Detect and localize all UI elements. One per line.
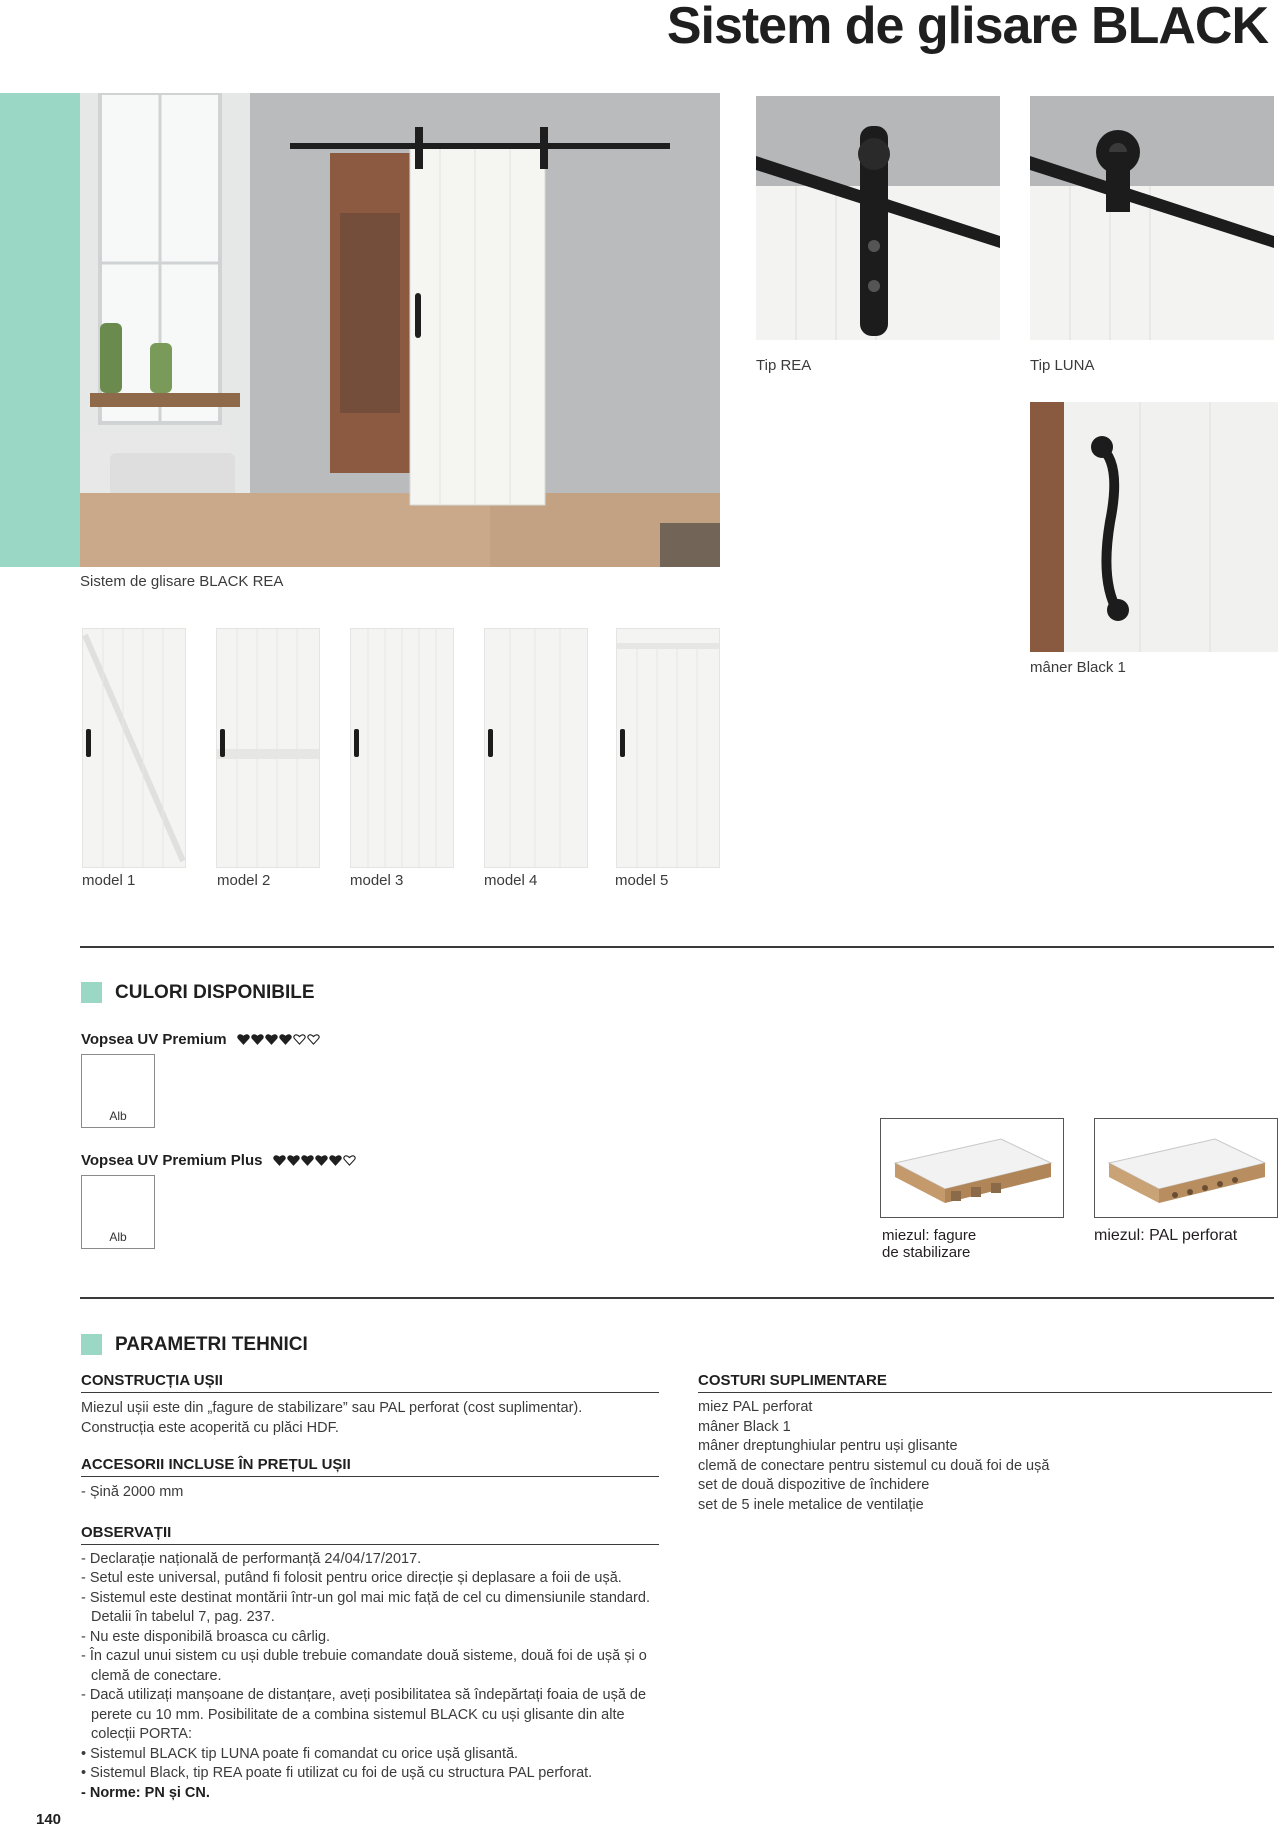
list-item: mâner dreptunghiular pentru uși glisante xyxy=(698,1438,958,1454)
list-item: clemă de conectare pentru sistemul cu două foi de ușă xyxy=(698,1457,1050,1474)
list-item: - Sistemul este destinat montării într-un gol mai mic față de cel cu dimensiunile standard. Detalii în tabelul 7, pag. 237. xyxy=(81,1589,650,1625)
list-item: - În cazul unui sistem cu uși duble trebuie comandate două sisteme, două foi de ușă și o clemă de conectare. xyxy=(81,1648,647,1684)
model-2-image xyxy=(216,628,320,868)
heart-filled-icon xyxy=(279,1034,292,1045)
finish-name: Vopsea UV Premium xyxy=(81,1031,227,1048)
rating-hearts xyxy=(237,1031,321,1048)
list-item: - Dacă utilizați manșoane de distanțare, aveți posibilitatea să îndepărtați foaia de ușă de perete cu 10 mm. Posibilitate de a combina sistemul BLACK cu uși glisante din alte colecții PORTA: xyxy=(81,1687,647,1742)
swatch-label: Alb xyxy=(109,1109,127,1123)
heart-filled-icon xyxy=(301,1155,314,1166)
model-2-caption: model 2 xyxy=(217,872,271,889)
model-1-caption: model 1 xyxy=(82,872,136,889)
list-item: - Șină 2000 mm xyxy=(81,1484,184,1500)
heart-outline-icon xyxy=(293,1034,306,1045)
model-4-image xyxy=(484,628,588,868)
core-pal-caption xyxy=(1094,1227,1237,1244)
color-swatch-alb[interactable] xyxy=(81,1175,155,1249)
heart-filled-icon xyxy=(315,1155,328,1166)
list-item: - Declarație națională de performanță 24/04/17/2017. xyxy=(81,1550,422,1567)
swatch-label: Alb xyxy=(109,1230,127,1244)
list-item: • Sistemul Black, tip REA poate fi utilizat cu foi de ușă cu structura PAL perforat. xyxy=(81,1765,593,1781)
model-5-caption: model 5 xyxy=(615,872,669,889)
tech-right-column xyxy=(698,1371,1272,1515)
page-title: Sistem de glisare BLACK xyxy=(666,0,1268,55)
construction-title: CONSTRUCȚIA UȘII xyxy=(81,1372,223,1389)
tech-section-title: PARAMETRI TEHNICI xyxy=(115,1334,308,1355)
section-divider-middle xyxy=(80,1297,1274,1299)
core-caption-line2: de stabilizare xyxy=(882,1244,971,1261)
hardware-luna-photo xyxy=(1030,96,1274,340)
extra-costs-title: COSTURI SUPLIMENTARE xyxy=(698,1372,887,1389)
hardware-luna-caption: Tip LUNA xyxy=(1030,357,1095,374)
extra-costs-list xyxy=(698,1398,1272,1515)
core-caption-line1: miezul: PAL perforat xyxy=(1094,1227,1238,1244)
list-item: set de două dispozitive de închidere xyxy=(698,1477,930,1493)
accessories-title: ACCESORII INCLUSE ÎN PREȚUL UȘII xyxy=(81,1456,351,1473)
section-marker xyxy=(81,982,102,1003)
notes-title: OBSERVAȚII xyxy=(81,1523,172,1541)
norms-text: - Norme: PN și CN. xyxy=(81,1784,210,1801)
core-caption-line1: miezul: fagure xyxy=(882,1227,977,1244)
accessories-list xyxy=(81,1483,659,1503)
page-number: 140 xyxy=(36,1811,62,1828)
finish-name: Vopsea UV Premium Plus xyxy=(81,1152,263,1169)
color-swatch-alb[interactable] xyxy=(81,1054,155,1128)
list-item: - Nu este disponibilă broasca cu cârlig. xyxy=(81,1628,331,1645)
hardware-rea-caption: Tip REA xyxy=(756,357,812,374)
core-honeycomb-image xyxy=(880,1118,1064,1218)
rating-hearts xyxy=(273,1152,357,1169)
list-item: • Sistemul BLACK tip LUNA poate fi comandat cu orice ușă glisantă. xyxy=(81,1745,519,1762)
hardware-rea-photo xyxy=(756,96,1000,340)
core-honeycomb-caption xyxy=(882,1227,976,1261)
hero-caption: Sistem de glisare BLACK REA xyxy=(80,573,284,590)
core-pal-image xyxy=(1094,1118,1278,1218)
handle-caption: mâner Black 1 xyxy=(1030,659,1126,676)
model-3-caption: model 3 xyxy=(350,872,404,889)
section-marker xyxy=(81,1334,102,1355)
heart-filled-icon xyxy=(329,1155,342,1166)
heart-filled-icon xyxy=(287,1155,300,1166)
model-1-image xyxy=(82,628,186,868)
subsection-rule xyxy=(81,1476,659,1477)
notes-list xyxy=(81,1550,659,1784)
list-item: miez PAL perforat xyxy=(698,1399,813,1415)
subsection-rule xyxy=(81,1544,659,1545)
list-item: set de 5 inele metalice de ventilație xyxy=(698,1496,924,1513)
subsection-rule xyxy=(698,1392,1272,1393)
handle-photo xyxy=(1030,402,1278,652)
list-item: mâner Black 1 xyxy=(698,1418,791,1435)
construction-text: Miezul ușii este din „fagure de stabilizare” sau PAL perforat (cost suplimentar). Construcția este acoperită cu plăci HDF. xyxy=(81,1400,583,1436)
section-divider-top xyxy=(80,946,1274,948)
hero-photo xyxy=(80,93,720,567)
heart-outline-icon xyxy=(343,1155,356,1166)
heart-filled-icon xyxy=(251,1034,264,1045)
heart-filled-icon xyxy=(273,1155,286,1166)
heart-filled-icon xyxy=(237,1034,250,1045)
tech-left-column xyxy=(81,1371,659,1803)
colors-section-title: CULORI DISPONIBILE xyxy=(115,982,315,1003)
accent-band xyxy=(0,93,80,567)
subsection-rule xyxy=(81,1392,659,1393)
model-3-image xyxy=(350,628,454,868)
model-5-image xyxy=(616,628,720,868)
heart-outline-icon xyxy=(307,1034,320,1045)
heart-filled-icon xyxy=(265,1034,278,1045)
model-4-caption: model 4 xyxy=(484,872,538,889)
finish-premium xyxy=(81,1031,321,1049)
finish-premium-plus xyxy=(81,1152,357,1170)
list-item: - Setul este universal, putând fi folosit pentru orice direcție și deplasare a foii de ușă. xyxy=(81,1570,622,1586)
